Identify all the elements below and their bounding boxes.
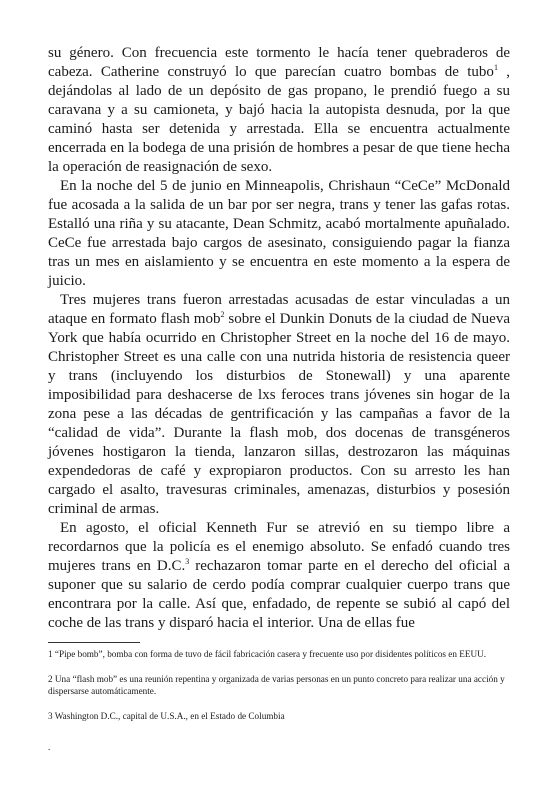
footnotes — [48, 648, 510, 735]
footnote-1: 1 “Pipe bomb”, bomba con forma de tuvo de fácil fabricación casera y frecuente uso por disidentes políticos en EEUU. — [48, 649, 487, 659]
footnote-ref-3[interactable]: 3 — [185, 557, 190, 566]
paragraph-1-text-a: su género. Con frecuencia este tormento le hacía tener quebraderos de cabeza. Catherine construyó lo que parecían cuatro bombas de tubo — [48, 45, 510, 80]
footnote-3: 3 Washington D.C., capital de U.S.A., en el Estado de Columbia — [48, 711, 285, 721]
paragraph-1-text-b: , dejándolas al lado de un depósito de gas propano, le prendió fuego a su caravana y a su camioneta, y bajó hacia la autopista desnuda, por la que caminó hasta ser detenida y arrestada. Ella se encuentra actualmente encerrada en la bodega de una prisión de hombres a pesar de que tiene hecha la operación de reasignación de sexo. — [48, 64, 511, 175]
body-text — [48, 44, 510, 633]
paragraph-4-text-a: En agosto, el oficial Kenneth Fur se atrevió en su tiempo libre a recordarnos que la policía es el enemigo absoluto. Se enfadó cuando tres mujeres trans en D.C. — [48, 520, 510, 574]
paragraph-2: En la noche del 5 de junio en Minneapolis, Chrishaun “CeCe” McDonald fue acosada a la salida de un bar por ser negra, trans y tener las gafas rotas. Estalló una riña y su atacante, Dean Schmitz, acabó mortalmente apuñalado. CeCe fue arrestada bajo cargos de asesinato, consiguiendo pagar la fianza tras un mes en aislamiento y se encuentra en este momento a la espera de juicio. — [48, 178, 510, 289]
paragraph-4 — [48, 519, 510, 633]
footnote-2: 2 Una “flash mob” es una reunión repentina y organizada de varias personas en un punto concreto para realizar una acción y dispersarse automáticamente. — [48, 674, 505, 696]
paragraph-3-text-a: Tres mujeres trans fueron arrestadas acusadas de estar vinculadas a un ataque en formato flash mob — [48, 292, 510, 327]
paragraph-3 — [48, 291, 510, 519]
paragraph-3-text-b: sobre el Dunkin Donuts de la ciudad de Nueva York que había ocurrido en Christopher Street en la noche del 16 de mayo. Christopher Street es una calle con una nutrida historia de resistencia queer y trans (incluyendo los disturbios de Stonewall) y una aparente imposibilidad para deshacerse de lxs feroces trans jóvenes sin hogar de la zona pese a las décadas de gentrificación y las campañas a favor de la “calidad de vida”. Durante la flash mob, dos docenas de transgéneros jóvenes hostigaron la tienda, lanzaron sillas, destrozaron las máquinas expendedoras de café y expropiaron productos. Con su arresto les han cargado el asalto, travesuras criminales, amenazas, disturbios y posesión criminal de armas. — [48, 311, 510, 517]
footnote-ref-2[interactable]: 2 — [220, 310, 225, 319]
footnote-separator — [48, 642, 140, 643]
stray-mark: . — [48, 742, 51, 752]
footnote-ref-1[interactable]: 1 — [493, 63, 498, 72]
paragraph-1 — [48, 44, 510, 177]
paragraph-4-text-b: rechazaron tomar parte en el derecho del oficial a suponer que su salario de cerdo podía comprar cualquier cuerpo trans que encontrara por la calle. Así que, enfadado, de repente se subió al capó del coche de las trans y disparó hacia el interior. Una de ellas fue — [48, 558, 510, 631]
